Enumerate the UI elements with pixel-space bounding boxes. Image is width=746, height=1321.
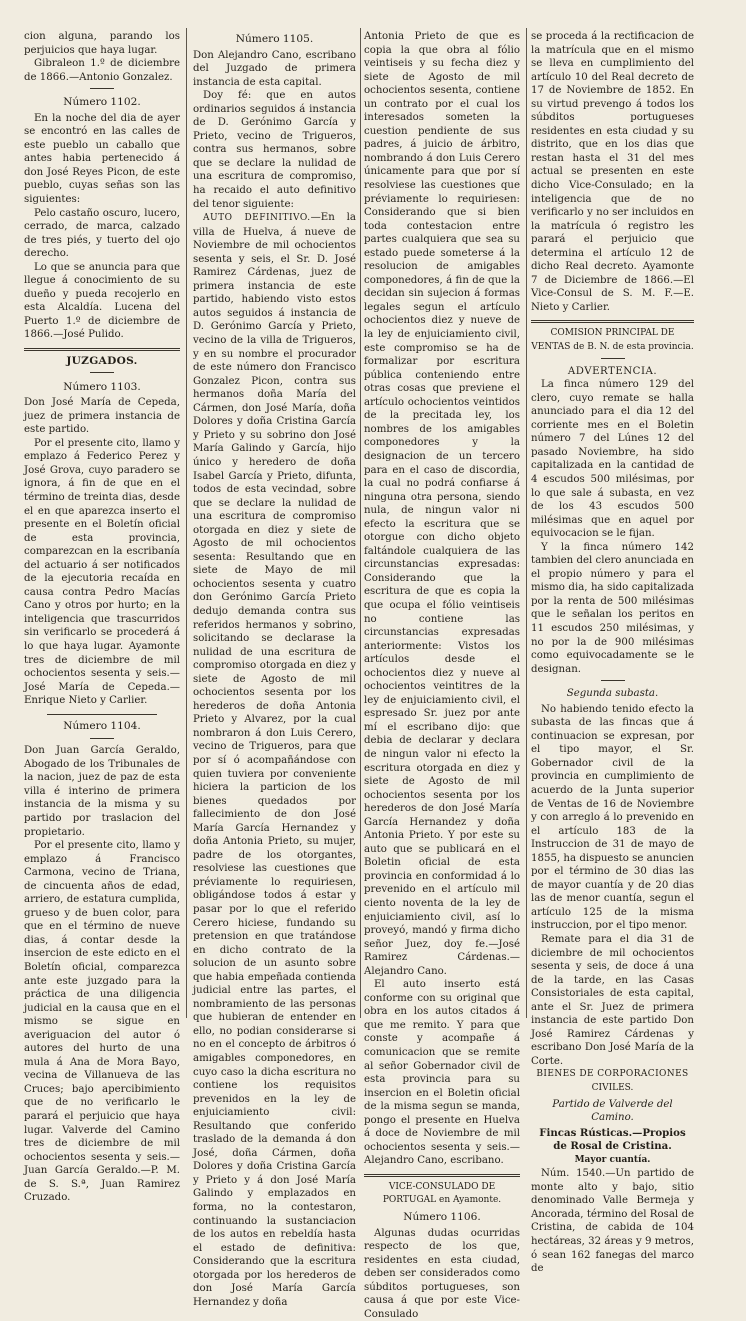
advertencia-heading: ADVERTENCIA. bbox=[567, 365, 658, 377]
notice-number-1106: Número 1106. bbox=[403, 1211, 481, 1224]
mayor-cuantia-heading: Mayor cuantía. bbox=[574, 1154, 651, 1165]
paragraph: No habiendo tenido efecto la subasta de las fincas que á continuacion se expresan, por el tipo mayor, el Sr. Gobernador civil de la provincia en cumplimiento de acuerdo de la Junta superior de Ventas de 16 de Noviembre y con arreglo á lo prevenido en el artículo 183 de la Instruccion de 31 de mayo de 1855, ha dispuesto se anuncien por el término de 30 dias las de mayor cuantía y de 20 dias las de menor cuantía, segun el artículo 125 de la misma instruccion, por el tipo menor. bbox=[531, 703, 694, 932]
partido-heading: Partido de Valverde del Camino. bbox=[552, 1098, 673, 1124]
paragraph: se proceda á la rectificacion de la matrícula que en el mismo se lleva en cumplimiento del artículo 10 del Real decreto de 17 de Noviembre de 1852. En su virtud prevengo á todos los súbditos portugueses residentes en esta ciudad y su distrito, que en los dias que restan hasta el 31 del mes actual se presenten en este dicho Vice-Consulado; en la inteligencia que de no verificarlo y no ser incluidos en la matrícula ó registro les parará el perjuicio que determina el artículo 12 de dicho Real decreto. Ayamonte 7 de Diciembre de 1866.—El Vice-Consul de S. M. F.—E. Nieto y Carlier. bbox=[531, 31, 694, 313]
section-rule bbox=[24, 348, 180, 351]
column-divider bbox=[186, 28, 187, 1018]
paragraph: Por el presente cito, llamo y emplazo á Federico Perez y José Grova, cuyo paradero se ignora, á fin de que en el término de treinta dias, desde el en que aparezca inserto el presente en el Boletín oficial de esta provincia, comparezcan en la escribanía del actuario á ser notificados de la ejecutoria recaída en causa contra Pedro Macías Cano y otros por hurto; en la inteligencia que trascurridos sin verificarlo se procederá á lo que haya lugar. Ayamonte tres de diciembre de mil ochocientos sesenta y seis.—José María de Cepeda.—Enrique Nieto y Carlier. bbox=[24, 437, 180, 707]
column-divider bbox=[526, 28, 527, 1018]
column-divider bbox=[360, 28, 361, 1018]
section-rule bbox=[531, 320, 694, 323]
column-1 bbox=[24, 30, 180, 1204]
fincas-heading: Fincas Rústicas.—Propios de Rosal de Cristina. bbox=[539, 1126, 686, 1153]
paragraph bbox=[193, 211, 356, 1309]
continued-text: cion alguna, parando los perjuicios que haya lugar. bbox=[24, 31, 180, 56]
paragraph: Don Alejandro Cano, escribano del Juzgado de primera instancia de esta capital. bbox=[193, 49, 356, 88]
paragraph: Don Juan García Geraldo, Abogado de los Tribunales de la nacion, juez de paz de esta villa é interino de primera instancia de la misma y su partido por traslacion del propietario. bbox=[24, 745, 180, 838]
separator bbox=[24, 85, 180, 93]
notice-number-1104: Número 1104. bbox=[63, 719, 141, 732]
signature-line: Gibraleon 1.º de diciembre de 1866.—Antonio Gonzalez. bbox=[24, 58, 180, 83]
paragraph: El auto inserto está conforme con su original que obra en los autos citados á que me remito. Y para que conste y acompañe á comunicacion que se remite al señor Gobernador civil de esta provincia para su insercion en el Boletin oficial de la misma segun se manda, pongo el presente en Huelva á doce de Noviembre de mil ochocientos sesenta y seis.—Alejandro Cano, escribano. bbox=[364, 979, 520, 1167]
separator bbox=[24, 735, 180, 743]
auto-text: —En la villa de Huelva, á nueve de Noviembre de mil ochocientos sesenta y seis, el Sr. D. José Ramirez Cárdenas, juez de primera instancia de este partido, habiendo visto estos autos seguidos á instancia de D. Gerónimo García y Prieto, vecino de la villa de Trigueros, y en su nombre el procurador de este número don Francisco Gonzalez Picon, contra sus hermanos doña María del Cármen, don José María, doña Dolores y doña Cristina García y Prieto y su sobrino don José María Galindo y García, hijo único y heredero de doña Isabel García y Prieto, difunta, todos de esta vecindad, sobre que se declare la nulidad de una escritura de compromiso otorgada en diez y siete de Agosto de mil ochocientos sesenta: Resultando que en siete de Mayo de mil ochocientos sesenta y cuatro don Gerónimo García Prieto dedujo demanda contra sus referidos hermanos y sobrino, solicitando se declarase la nulidad de una escritura de compromiso otorgada en diez y siete de Agosto de mil ochocientos sesenta por los herederos de doña Antonia Prieto y Alvarez, por la cual nombraron á don Luis Cerero, vecino de Trigueros, para que por sí ó acompañándose con quien tuviera por conveniente hiciera la particion de los bienes quedados por fallecimiento de don José María García Hernandez y doña Antonia Prieto, su mujer, padre de los otorgantes, resolviese las cuestiones que préviamente lo requiriesen, obligándose todos á estar y pasar por lo que el referido Cerero hiciese, fundando su pretension en que tratándose en dicho contrato de la solucion de un asunto sobre que habia empeñada contienda judicial entre las partes, el nombramiento de las personas que hubieran de entender en ello, no podian considerarse si no en el concepto de árbitros ó amigables componedores, en cuyo caso la dicha escritura no contiene los requisitos prevenidos en la ley de enjuiciamiento civil: Resultando que conferido traslado de la demanda á don José, doña Cármen, doña Dolores y doña Cristina García y Prieto y á don José María Galindo y emplazados en forma, no la contestaron, continuando la sustanciacion de los autos en rebeldía hasta el estado de definitiva: Considerando que la escritura otorgada por los herederos de don José María García Hernandez y doña bbox=[193, 212, 356, 1308]
separator bbox=[24, 370, 180, 378]
paragraph: Pelo castaño oscuro, lucero, cerrado, de marca, calzado de tres piés, y tuerto del ojo derecho. bbox=[24, 207, 180, 260]
paragraph: La finca número 129 del clero, cuyo remate se halla anunciado para el dia 12 del corriente mes en el Boletin número 7 del Lúnes 12 del pasado Noviembre, ha sido capitalizada en la cantidad de 4 escudos 500 milésimas, por lo que sale á subasta, en vez de los 43 escudos 500 milésimas que en aquel por equivocacion se le fijan. bbox=[531, 379, 694, 540]
paragraph: Núm. 1540.—Un partido de monte alto y bajo, sitio denominado Valle Bermeja y Ancorada, término del Rosal de Cristina, de cabida de 104 hectáreas, 32 áreas y 9 metros, ó sean 162 fanegas del marco de bbox=[531, 1168, 694, 1275]
paragraph: Don José María de Cepeda, juez de primera instancia de este partido. bbox=[24, 397, 180, 436]
section-heading-juzgados: JUZGADOS. bbox=[66, 355, 138, 368]
paragraph: Doy fé: que en autos ordinarios seguidos á instancia de D. Gerónimo García y Prieto, vecino de Trigueros, contra sus hermanos, sobre que se declare la nulidad de una escritura de compromiso, ha recaido el auto definitivo del tenor siguiente: bbox=[193, 90, 356, 210]
separator bbox=[47, 714, 156, 715]
paragraph: Algunas dudas ocurridas respecto de los que, residentes en esta ciudad, deben ser considerados como súbditos portugueses, son causa á que por este Vice-Consulado bbox=[364, 1227, 520, 1320]
notice-number-1103: Número 1103. bbox=[63, 380, 141, 393]
segunda-subasta-heading: Segunda subasta. bbox=[566, 688, 659, 700]
paragraph: Y la finca número 142 tambien del clero anunciada en el propio número y para el mismo dia, ha sido capitalizada por la renta de 500 milésimas que le señalan los peritos en 11 escudos 250 milésimas, y no por la de 900 milésimas como equivocadamente se le designan. bbox=[531, 541, 694, 675]
section-rule bbox=[364, 1174, 520, 1177]
paragraph: Remate para el dia 31 de diciembre de mil ochocientos sesenta y seis, de doce á una de la tarde, en las Casas Consistoriales de esta capital, ante el Sr. Juez de primera instancia de este partido Don José Ramirez Cárdenas y escribano Don José María de la Corte. bbox=[531, 934, 694, 1067]
column-4 bbox=[531, 30, 694, 1275]
column-3 bbox=[364, 30, 520, 1320]
separator bbox=[531, 356, 694, 364]
vice-consulado-heading: VICE-CONSULADO DE PORTUGAL en Ayamonte. bbox=[382, 1181, 502, 1206]
bienes-heading: BIENES DE CORPORACIONES bbox=[536, 1069, 689, 1080]
paragraph: Por el presente cito, llamo y emplazo á Francisco Carmona, vecino de Triana, de cincuenta años de edad, arriero, de estatura cumplida, grueso y de buen color, para que en el término de nueve dias, á contar desde la insercion de este edicto en el Boletín oficial, comparezca ante este juzgado para la práctica de una diligencia judicial en la causa que en el mismo se sigue en averiguacion del autor ó autores del hurto de una mula á Ana de Mora Bayo, vecina de Villanueva de las Cruces; bajo apercibimiento que de no verificarlo le parará el perjuicio que haya lugar. Valverde del Camino tres de diciembre de mil ochocientos sesenta y seis.—Juan García Geraldo.—P. M. de S. S.ª, Juan Ramirez Cruzado. bbox=[24, 840, 180, 1204]
notice-number-1102: Número 1102. bbox=[63, 96, 141, 109]
separator bbox=[531, 677, 694, 685]
comision-heading: COMISION PRINCIPAL DE VENTAS de B. N. de esta provincia. bbox=[531, 328, 694, 353]
column-2 bbox=[193, 30, 356, 1308]
civiles-heading: CIVILES. bbox=[591, 1083, 634, 1094]
auto-lead: AUTO DEFINITIVO. bbox=[203, 213, 311, 224]
paragraph: Antonia Prieto de que es copia la que obra al fólio veintiseis y su fecha diez y siete de Agosto de mil ochocientos sesenta, contiene un contrato por el cual los interesados someten la cuestion pendiente de sus padres, á juicio de árbitro, nombrando á don Luis Cerero únicamente para que por sí resolviese las cuestiones que préviamente lo requiriesen: Considerando que si bien toda contestacion entre partes cualquiera que sea su estado puede someterse á la resolucion de amigables componedores, á fin de que la decidan sin sujecion á formas legales segun el artículo ochocientos diez y nueve de la ley de enjuiciamiento civil, este compromiso se ha de formalizar por escritura pública conteniendo entre otras cosas que previene el artículo ochocientos veintidos de la precitada ley, los nombres de los amigables componedores y la designacion de un tercero para en el caso de discordia, la cual no podrá confiarse á ninguna otra persona, siendo nula, de ningun valor ni efecto la escritura que se otorgue con dicho objeto faltándole cualquiera de las circunstancias expresadas: Considerando que la escritura de que es copia la que ocupa el fólio veintiseis no contiene las circunstancias expresadas anteriormente: Vistos los artículos desde el ochocientos diez y nueve al ochocientos veintitres de la ley de enjuiciamiento civil, el espresado Sr. juez por ante mí el escribano dijo: que debia de declarar y declara de ningun valor ni efecto la escritura otorgada en diez y siete de Agosto de mil ochocientos sesenta por los herederos de don José María García Hernandez y doña Antonia Prieto. Y por este su auto que se publicará en el Boletin oficial de esta provincia en conformidad á lo prevenido en el artículo mil ciento noventa de la ley de enjuiciamiento civil, así lo proveyó, mandó y firma dicho señor Juez, doy fe.—José Ramirez Cárdenas.—Alejandro Cano. bbox=[364, 31, 520, 977]
paragraph: En la noche del dia de ayer se encontró en las calles de este pueblo un caballo que antes habia pertenecido á don José Reyes Picon, de este pueblo, cuyas señas son las siguientes: bbox=[24, 112, 180, 206]
notice-number-1105: Número 1105. bbox=[235, 33, 314, 45]
paragraph: Lo que se anuncia para que llegue á conocimiento de su dueño y pueda recojerlo en esta Alcaldía. Lucena del Puerto 1.º de diciembre de 1866.—José Pulido. bbox=[24, 261, 180, 341]
